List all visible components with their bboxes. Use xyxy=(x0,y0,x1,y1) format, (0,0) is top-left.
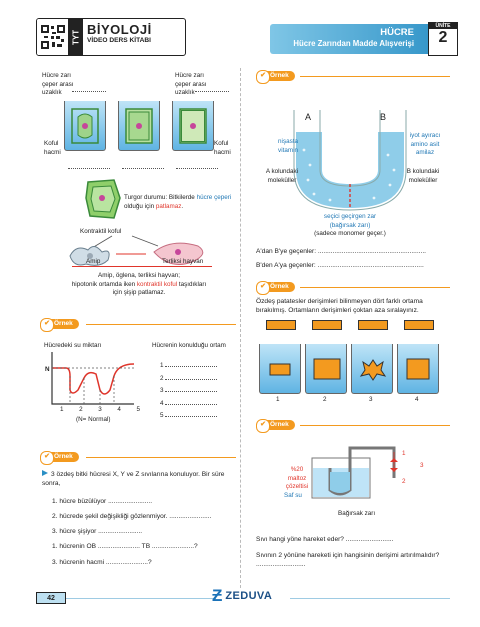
water-amount-graph xyxy=(48,350,138,410)
question-direction: Sıvı hangi yöne hareket eder? .......................... xyxy=(256,536,394,543)
x-tick: 5 xyxy=(136,406,140,413)
turgor-text-e: . xyxy=(181,202,184,210)
book-logo xyxy=(36,18,186,56)
label-box[interactable] xyxy=(358,320,388,330)
question-item: 2. hücrede şekil değişikliği gözlenmiyor. ....................... xyxy=(52,513,212,521)
footer-rule xyxy=(290,598,450,599)
question-intro-text: 3 özdeş bitki hücresi X, Y ve Z sıvılarına konuluyor. Bir süre sonra, xyxy=(42,471,225,487)
label-membrane-note: (sadece monomer geçer.) xyxy=(314,230,386,237)
question-item: 3. hücre şişiyor ........................ xyxy=(52,528,143,536)
arm-a-label: A xyxy=(305,112,312,122)
answer-row-number: 2 xyxy=(160,374,164,382)
label-pure-water: Saf su xyxy=(284,492,302,499)
beaker-number: 3 xyxy=(369,396,373,403)
label-cell-wall-distance-right: Hücre zarı çeper arası uzaklık xyxy=(175,72,207,96)
label-paramecium: Terliksi hayvan xyxy=(162,258,204,265)
b-to-a-line: B'den A'ya geçenler: .......................................................... xyxy=(256,262,424,269)
answer-blank[interactable] xyxy=(165,366,217,367)
graph-x-ticks xyxy=(60,406,140,415)
label-a-molecules: A kolundaki moleküller xyxy=(265,168,299,184)
unit-label: ÜNİTE xyxy=(429,23,457,29)
example-tag: ✔ Örnek xyxy=(42,319,79,329)
label-box[interactable] xyxy=(404,320,434,330)
example-tag-line xyxy=(86,457,236,458)
turgor-text-a: Turgor durumu: Bitkilerde xyxy=(124,194,197,201)
zeduva-icon: Ƶ xyxy=(212,586,223,605)
label-vacuole-volume-left: Koful hacmi xyxy=(44,140,61,156)
label-vacuole-volume-right: Koful hacmi xyxy=(214,140,231,156)
answer-blank[interactable] xyxy=(165,391,217,392)
beaker-number: 1 xyxy=(276,396,280,403)
label-intestine-membrane: Bağırsak zarı xyxy=(338,510,376,517)
unit-badge xyxy=(428,22,458,56)
answer-row-number: 4 xyxy=(160,399,164,407)
answer-row-number: 3 xyxy=(160,387,164,394)
dotted-leader xyxy=(176,168,218,169)
graph-y-label: N xyxy=(45,366,50,373)
u-tube-diagram xyxy=(290,110,410,215)
page-number: 42 xyxy=(36,592,66,604)
question-item: 1. hücrenin OB ....................... TB .......................? xyxy=(52,543,198,551)
question-item: 1. hücre büzülüyor ........................ xyxy=(52,498,153,505)
book-title: BİYOLOJİ xyxy=(87,22,152,37)
dotted-leader xyxy=(122,168,164,169)
answer-blank[interactable] xyxy=(165,379,217,380)
dotted-leader xyxy=(72,91,106,92)
plant-cells-diagram xyxy=(64,101,216,153)
footer-rule xyxy=(66,598,216,599)
question-items xyxy=(52,494,242,570)
example-tag-line xyxy=(86,324,236,325)
answer-list xyxy=(160,362,230,421)
label-box[interactable] xyxy=(266,320,296,330)
chapter-banner xyxy=(270,24,458,54)
label-contractile-vacuole: Kontraktil koful xyxy=(80,228,122,235)
label-amoeba: Amip xyxy=(86,258,101,265)
example-tag: ✔ Örnek xyxy=(42,452,79,462)
example-tag-line xyxy=(300,287,450,288)
turgor-text xyxy=(124,194,234,211)
question-intro xyxy=(42,470,232,489)
animal-note-d: taşıdıkları xyxy=(177,280,207,288)
label-membrane: seçici geçirgen zar (bağırsak zarı) xyxy=(323,213,377,229)
brand-name: ZEDUVA xyxy=(225,590,273,602)
answer-blank[interactable] xyxy=(165,416,217,417)
label-b-molecules: B kolundaki moleküller xyxy=(406,168,440,184)
example-tag-line xyxy=(300,425,450,426)
animal-note-a: Amip, öglena, terliksi hayvan; xyxy=(98,272,180,279)
label-direction-2: 2 xyxy=(402,478,406,485)
bullet-icon xyxy=(42,470,48,476)
graph-title-left: Hücredeki su miktarı xyxy=(44,342,102,349)
x-tick: 3 xyxy=(98,406,102,413)
a-to-b-line: A'dan B'ye geçenler: ........................................................... xyxy=(256,248,426,255)
label-starch-vitamin: nişasta vitamin xyxy=(278,138,298,154)
animal-note-e: için şişip patlamaz. xyxy=(112,289,166,296)
label-box[interactable] xyxy=(312,320,342,330)
graph-caption: (N= Normal) xyxy=(76,416,111,423)
x-tick: 2 xyxy=(79,406,83,413)
animal-note xyxy=(44,272,234,298)
animal-note-b: hipotonik ortamda iken xyxy=(71,280,137,288)
chapter-title: HÜCRE xyxy=(380,27,414,38)
question-item: 3. hücrenin hacmi .......................? xyxy=(52,558,152,566)
brand-logo xyxy=(212,585,292,607)
qr-code-icon[interactable] xyxy=(37,19,69,55)
x-tick: 4 xyxy=(117,406,121,413)
answer-row-number: 1 xyxy=(160,362,164,369)
animal-note-c: kontraktil koful xyxy=(136,280,178,288)
book-subtitle: VİDEO DERS KİTABI xyxy=(87,37,151,44)
section-title: Hücre Zarından Madde Alışverişi xyxy=(293,39,414,48)
divider-red xyxy=(72,266,212,267)
label-cell-wall-distance-left: Hücre zarı çeper arası uzaklık xyxy=(42,72,74,96)
turgor-text-b: hücre çeperi xyxy=(196,194,232,201)
example-tag: ✔ Örnek xyxy=(258,282,295,292)
label-iodine-amino: iyot ayıracı amino asit amilaz xyxy=(409,132,441,156)
osmosis-apparatus xyxy=(310,438,410,508)
beaker-number: 4 xyxy=(415,396,419,403)
label-direction-1: 1 xyxy=(402,450,406,457)
example-tag-line xyxy=(300,76,450,77)
graph-title-right: Hücrenin konulduğu ortam xyxy=(152,342,226,349)
dotted-leader xyxy=(195,91,229,92)
answer-blank[interactable] xyxy=(165,404,217,405)
potato-text: Özdeş patatesler derişimleri bilinmeyen dört farklı ortama bırakılmış. Ortamların derişimleri çoktan aza sıralayınız. xyxy=(256,298,423,314)
turgid-cell-icon xyxy=(84,178,124,222)
turgor-text-d: patlamaz xyxy=(155,202,182,210)
question-concentration: Sıvının 2 yönüne hareketi için hangisinin derişimi artırılmalıdır? ........................... xyxy=(256,552,440,568)
unit-number: 2 xyxy=(438,29,448,46)
answer-row-number: 5 xyxy=(160,412,164,419)
x-tick: 1 xyxy=(60,406,64,413)
arm-b-label: B xyxy=(380,112,387,122)
example-tag: ✔ Örnek xyxy=(258,71,295,81)
tyt-label: TYT xyxy=(69,19,83,55)
potatoes-diagram xyxy=(259,344,439,394)
label-maltose: %20 maltoz çözeltisi xyxy=(285,466,309,490)
dotted-leader xyxy=(68,168,110,169)
label-direction-3: 3 xyxy=(420,462,424,469)
turgor-text-c: olduğu için xyxy=(124,202,156,210)
beaker-number: 2 xyxy=(323,396,327,403)
example-tag: ✔ Örnek xyxy=(258,420,295,430)
